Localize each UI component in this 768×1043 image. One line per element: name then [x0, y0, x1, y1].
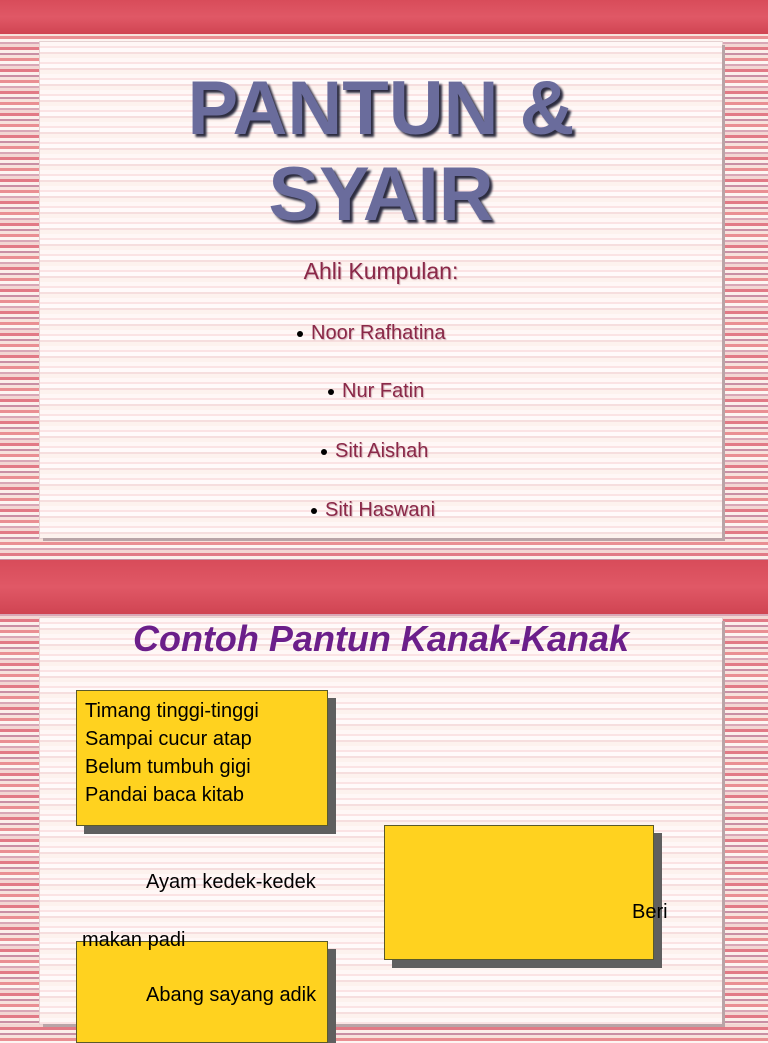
member-item: Siti Haswani [311, 499, 435, 522]
poem-line: Beri [632, 901, 668, 923]
poem-line: makan padi [82, 929, 186, 951]
member-item: Siti Aishah [321, 440, 428, 463]
bullet-icon [311, 508, 317, 514]
member-item: Noor Rafhatina [297, 322, 446, 345]
member-item: Nur Fatin [328, 380, 424, 403]
middle-band [0, 560, 768, 614]
members-heading: Ahli Kumpulan: [303, 258, 459, 284]
bullet-icon [297, 331, 303, 337]
slide-2 [40, 618, 722, 1024]
poem-text: Timang tinggi-tinggi Sampai cucur atap Belum tumbuh gigi Pandai baca kitab [85, 700, 259, 806]
top-band [0, 0, 768, 34]
slide-1 [40, 42, 722, 538]
bullet-icon [328, 389, 334, 395]
title-line-2: SYAIR [268, 152, 494, 237]
bullet-icon [321, 449, 327, 455]
poem-line: Abang sayang adik [146, 984, 317, 1006]
slide-2-title: Contoh Pantun Kanak-Kanak [132, 618, 630, 659]
empty-box [384, 825, 654, 960]
poem-box [76, 690, 328, 826]
title-line-1: PANTUN & [187, 66, 575, 151]
poem-line: Ayam kedek-kedek [146, 871, 316, 893]
